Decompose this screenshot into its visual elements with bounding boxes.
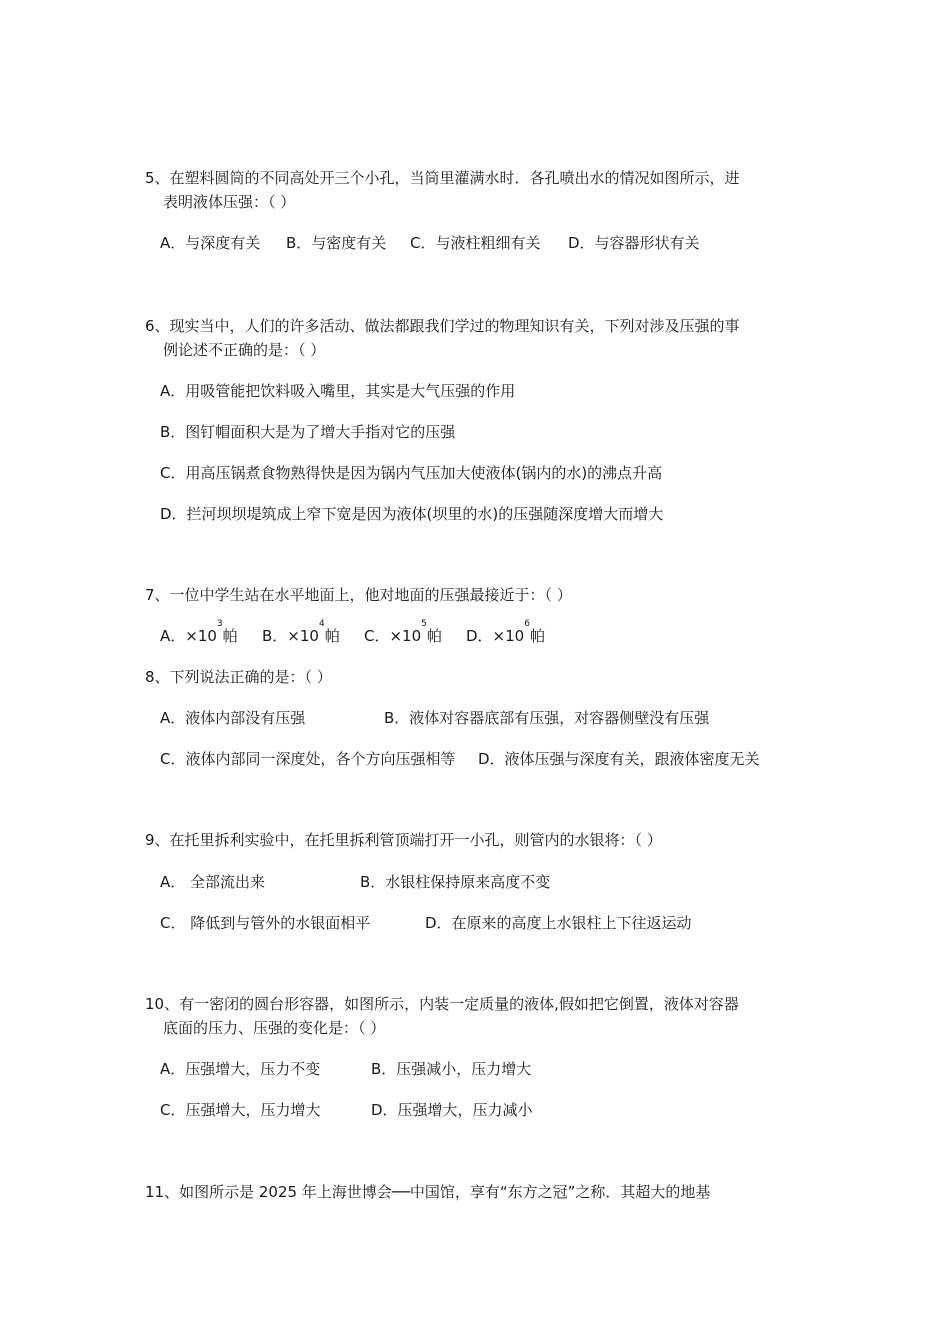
option-d-exponent: 6	[524, 619, 530, 629]
option-c-unit: 帕	[426, 627, 442, 645]
option-c: C．压强增大，压力增大	[160, 1101, 321, 1119]
option-d: D．压强增大，压力减小	[371, 1101, 533, 1119]
option-b-unit: 帕	[324, 627, 340, 645]
question-6-option-d: D．拦河坝坝堤筑成上窄下宽是因为液体(坝里的水)的压强随深度增大而增大	[160, 505, 664, 523]
option-b	[262, 619, 340, 646]
option-c: C．与液柱粗细有关	[410, 234, 541, 252]
option-b: B．水银柱保持原来高度不变	[360, 873, 551, 891]
question-6-option-b: B．图钉帽面积大是为了增大手指对它的压强	[160, 423, 456, 441]
option-b: B．液体对容器底部有压强，对容器侧壁没有压强	[384, 709, 710, 727]
option-c: C． 降低到与管外的水银面相平	[160, 914, 371, 932]
question-7-stem: 7、一位中学生站在水平地面上，他对地面的压强最接近于：（ ）	[145, 586, 572, 604]
question-11-stem: 11、如图所示是 2025 年上海世博会──中国馆，享有“东方之冠”之称．其超大的地基	[145, 1183, 711, 1201]
question-6-stem-line-1: 6、现实当中，人们的许多活动、做法都跟我们学过的物理知识有关，下列对涉及压强的事	[145, 317, 740, 335]
question-6-option-c: C．用高压锅煮食物熟得快是因为锅内气压加大使液体(锅内的水)的沸点升高	[160, 464, 663, 482]
option-d	[466, 619, 545, 646]
option-d-unit: 帕	[529, 627, 545, 645]
option-b-exponent: 4	[318, 619, 325, 629]
option-d: D．液体压强与深度有关，跟液体密度无关	[478, 750, 760, 768]
option-c	[364, 619, 442, 646]
option-c-base: C．×10	[364, 627, 422, 645]
question-10-stem-line-2: 底面的压力、压强的变化是：（ ）	[163, 1019, 386, 1037]
option-b: B．与密度有关	[286, 234, 387, 252]
question-8-stem: 8、下列说法正确的是：（ ）	[145, 668, 332, 686]
option-a-base: A．×10	[160, 627, 217, 645]
option-a: A．与深度有关	[160, 234, 261, 252]
option-a: A．液体内部没有压强	[160, 709, 306, 727]
option-b: B．压强减小，压力增大	[371, 1060, 532, 1078]
question-10-stem-line-1: 10、有一密闭的圆台形容器，如图所示，内装一定质量的液体,假如把它倒置，液体对容器	[145, 995, 739, 1013]
question-6-stem-line-2: 例论述不正确的是：（ ）	[163, 341, 326, 359]
option-d: D．在原来的高度上水银柱上下往返运动	[425, 914, 692, 932]
question-6-option-a: A．用吸管能把饮料吸入嘴里，其实是大气压强的作用	[160, 382, 516, 400]
option-a	[160, 619, 238, 646]
option-b-base: B．×10	[262, 627, 319, 645]
option-a: A． 全部流出来	[160, 873, 266, 891]
option-a: A．压强增大，压力不变	[160, 1060, 321, 1078]
option-d-base: D．×10	[466, 627, 525, 645]
option-c-exponent: 5	[421, 619, 427, 629]
option-c: C．液体内部同一深度处，各个方向压强相等	[160, 750, 456, 768]
option-a-unit: 帕	[222, 627, 238, 645]
question-5-stem-line-2: 表明液体压强：（ ）	[163, 193, 296, 211]
question-5-stem-line-1: 5、在塑料圆筒的不同高处开三个小孔，当筒里灌满水时．各孔喷出水的情况如图所示，进	[145, 169, 740, 187]
option-a-exponent: 3	[216, 619, 223, 629]
option-d: D．与容器形状有关	[568, 234, 700, 252]
question-9-stem: 9、在托里拆利实验中，在托里拆利管顶端打开一小孔，则管内的水银将：（ ）	[145, 831, 662, 849]
